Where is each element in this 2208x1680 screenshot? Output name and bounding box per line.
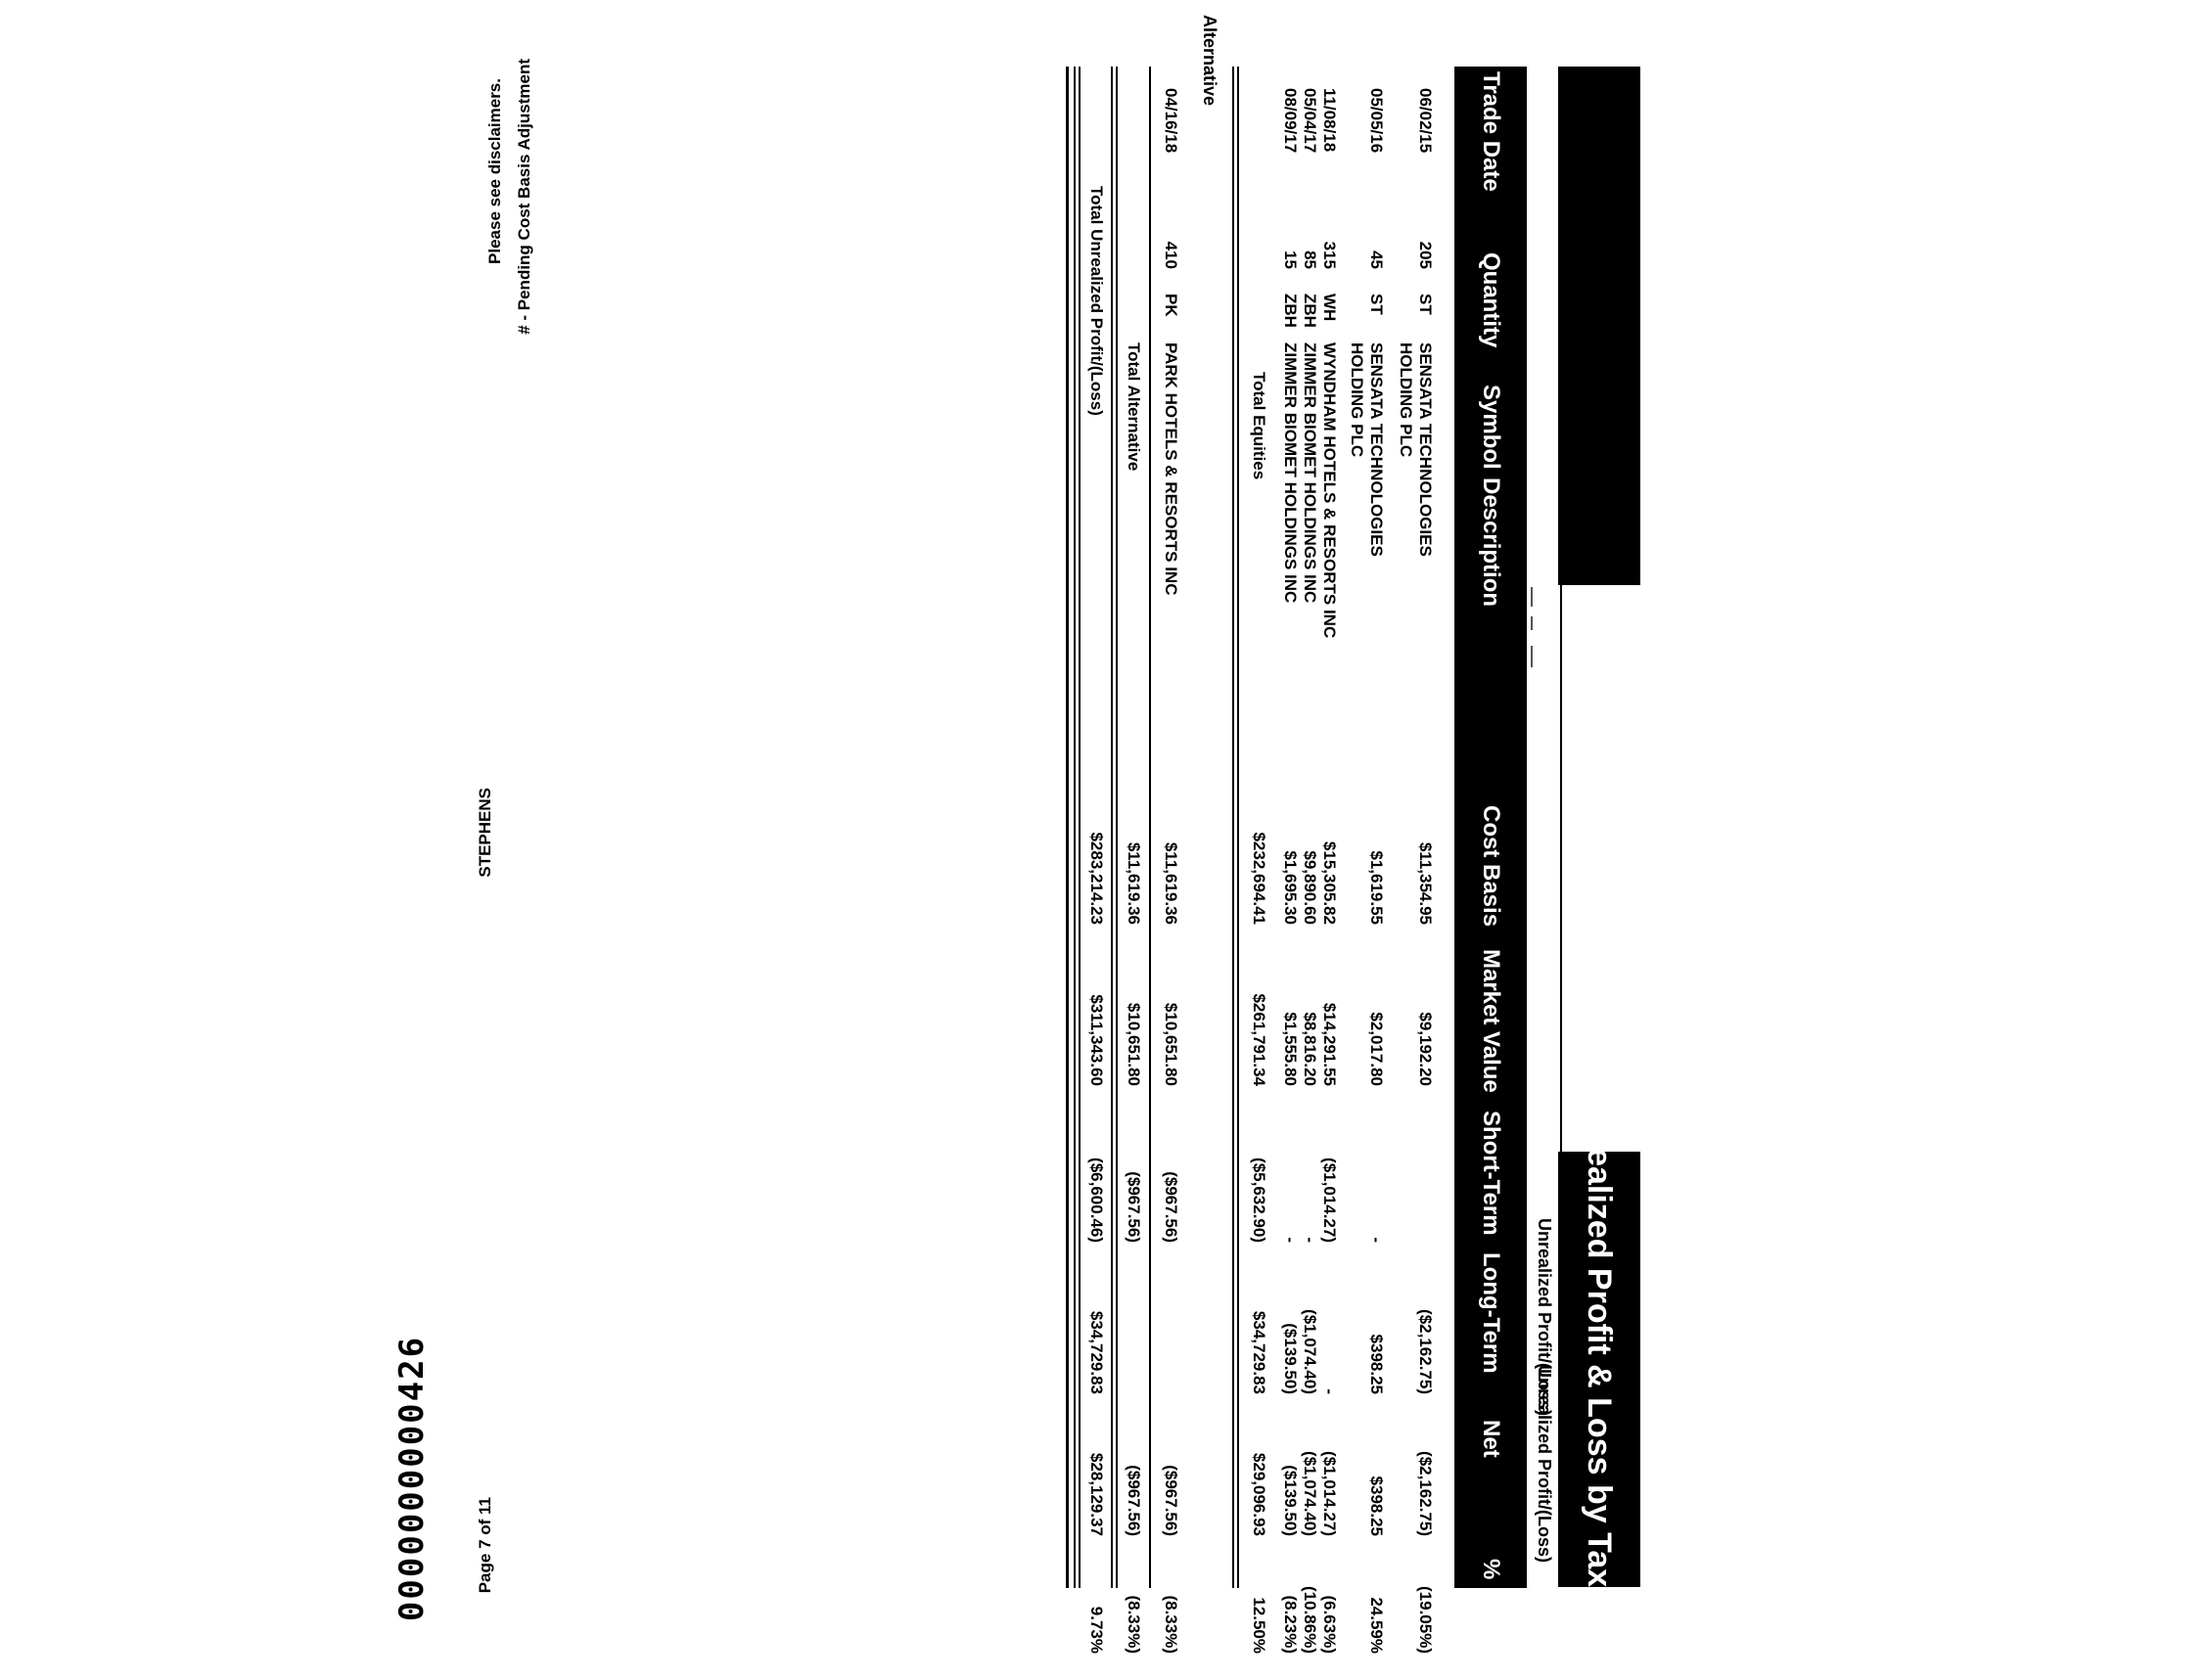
symbol: ZBH <box>1301 294 1319 328</box>
net: ($2,162.75) <box>1416 1451 1435 1536</box>
group-header-unrealized-1: Unrealized Profit/(Loss) <box>1535 1218 1554 1417</box>
short-term: - <box>1301 1237 1319 1243</box>
pct: (8.33%) <box>1125 1595 1143 1654</box>
document-id: 0000000000426 <box>392 1335 432 1622</box>
short-term: ($5,632.90) <box>1250 1158 1268 1243</box>
cost-basis: $1,619.55 <box>1367 850 1386 925</box>
net: ($967.56) <box>1125 1465 1143 1536</box>
trade-date: 08/09/17 <box>1281 88 1300 154</box>
redacted-header-block <box>1558 67 1640 585</box>
long-term: ($2,162.75) <box>1416 1309 1435 1394</box>
col-long-term: Long-Term <box>1478 1252 1504 1374</box>
col-short-term: Short-Term <box>1478 1111 1504 1236</box>
short-term: ($967.56) <box>1125 1171 1143 1243</box>
market-value: $10,651.80 <box>1125 1002 1143 1086</box>
footnote-pending: # - Pending Cost Basis Adjustment <box>515 59 533 335</box>
long-term: ($1,074.40) <box>1301 1309 1319 1394</box>
description: SENSATA TECHNOLOGIES HOLDING PLC <box>1397 342 1435 557</box>
report-title: Unrealized Profit & Loss by Tax Lot <box>1558 1152 1640 1587</box>
scan-mark <box>1531 646 1533 667</box>
col-pct: % <box>1478 1559 1504 1580</box>
cost-basis: $232,694.41 <box>1250 832 1268 925</box>
market-value: $9,192.20 <box>1416 1012 1435 1086</box>
market-value: $311,343.60 <box>1087 994 1106 1086</box>
trade-date: 11/08/18 <box>1320 88 1339 153</box>
col-description: Description <box>1478 477 1504 608</box>
grand-total-rule-outer <box>1066 67 1069 1588</box>
description: PARK HOTELS & RESORTS INC <box>1162 342 1180 596</box>
market-value: $261,791.34 <box>1250 993 1268 1086</box>
firm-name: STEPHENS <box>476 788 494 878</box>
total-equities-rule <box>1232 67 1239 1588</box>
alternative-rule <box>1149 67 1151 1588</box>
pct: (19.05%) <box>1416 1586 1435 1654</box>
short-term: - <box>1281 1237 1300 1243</box>
total-label: Total Equities <box>1250 372 1268 480</box>
long-term: $398.25 <box>1367 1334 1386 1394</box>
cost-basis: $15,305.82 <box>1320 840 1339 925</box>
page-number: Page 7 of 11 <box>476 1497 494 1594</box>
total-alternative-rule <box>1111 67 1118 1588</box>
pct: (6.63%) <box>1320 1595 1339 1654</box>
net: ($967.56) <box>1162 1465 1180 1536</box>
description: ZIMMER BIOMET HOLDINGS INC <box>1301 342 1319 604</box>
cost-basis: $283,214.23 <box>1087 832 1106 925</box>
short-term: ($967.56) <box>1162 1171 1180 1243</box>
footnote-disclaimer: Please see disclaimers. <box>485 78 504 264</box>
scan-mark <box>1531 616 1533 630</box>
symbol: PK <box>1162 294 1180 317</box>
net: $29,096.93 <box>1250 1452 1268 1536</box>
market-value: $1,555.80 <box>1281 1012 1300 1086</box>
description: ZIMMER BIOMET HOLDINGS INC <box>1281 342 1300 604</box>
quantity: 315 <box>1320 241 1339 269</box>
net: $28,129.37 <box>1087 1452 1106 1536</box>
long-term: $34,729.83 <box>1250 1310 1268 1394</box>
pct: 9.73% <box>1087 1606 1106 1654</box>
col-quantity: Quantity <box>1478 252 1504 348</box>
symbol: ST <box>1367 294 1386 315</box>
section-alternative: Alternative <box>1200 15 1219 107</box>
cost-basis: $11,619.36 <box>1125 841 1143 925</box>
short-term: - <box>1367 1237 1386 1243</box>
col-cost-basis: Cost Basis <box>1478 805 1504 928</box>
grand-total-rule <box>1074 67 1081 1588</box>
total-label: Total Alternative <box>1125 342 1143 472</box>
cost-basis: $9,890.60 <box>1301 850 1319 925</box>
quantity: 85 <box>1301 250 1319 269</box>
market-value: $14,291.55 <box>1320 1002 1339 1086</box>
market-value: $8,816.20 <box>1301 1012 1319 1086</box>
header-rule <box>1560 585 1562 1153</box>
table-header <box>1454 67 1527 1588</box>
col-market-value: Market Value <box>1478 949 1504 1093</box>
quantity: 45 <box>1367 250 1386 269</box>
pct: (10.86%) <box>1301 1586 1319 1654</box>
net: ($1,074.40) <box>1301 1451 1319 1536</box>
net: ($1,014.27) <box>1320 1451 1339 1536</box>
market-value: $10,651.80 <box>1162 1002 1180 1086</box>
pct: 24.59% <box>1367 1597 1386 1654</box>
symbol: ST <box>1416 294 1435 315</box>
symbol: WH <box>1320 294 1339 322</box>
trade-date: 05/05/16 <box>1367 88 1386 154</box>
trade-date: 06/02/15 <box>1416 88 1435 154</box>
quantity: 15 <box>1281 250 1300 269</box>
trade-date: 04/16/18 <box>1162 88 1180 154</box>
symbol: ZBH <box>1281 294 1300 328</box>
pct: 12.50% <box>1250 1597 1268 1654</box>
total-label: Total Unrealized Profit/(Loss) <box>1087 186 1106 416</box>
market-value: $2,017.80 <box>1367 1012 1386 1086</box>
col-net: Net <box>1478 1420 1504 1458</box>
long-term: $34,729.83 <box>1087 1310 1106 1394</box>
pct: (8.23%) <box>1281 1595 1300 1654</box>
net: ($139.50) <box>1281 1465 1300 1536</box>
trade-date: 05/04/17 <box>1301 88 1319 154</box>
group-header-unrealized-2: Unrealized Profit/(Loss) <box>1535 1365 1554 1564</box>
cost-basis: $11,619.36 <box>1162 841 1180 925</box>
cost-basis: $1,695.30 <box>1281 850 1300 925</box>
description: SENSATA TECHNOLOGIES HOLDING PLC <box>1348 342 1386 557</box>
long-term: ($139.50) <box>1281 1323 1300 1394</box>
short-term: ($6,600.46) <box>1087 1158 1106 1243</box>
pct: (8.33%) <box>1162 1595 1180 1654</box>
net: $398.25 <box>1367 1476 1386 1536</box>
cost-basis: $11,354.95 <box>1416 841 1435 925</box>
quantity: 410 <box>1162 241 1180 269</box>
col-symbol: Symbol <box>1478 385 1504 470</box>
long-term: - <box>1320 1388 1339 1394</box>
short-term: ($1,014.27) <box>1320 1158 1339 1243</box>
col-trade-date: Trade Date <box>1478 71 1504 192</box>
description: WYNDHAM HOTELS & RESORTS INC <box>1320 342 1339 639</box>
scan-mark <box>1531 587 1533 607</box>
quantity: 205 <box>1416 241 1435 269</box>
